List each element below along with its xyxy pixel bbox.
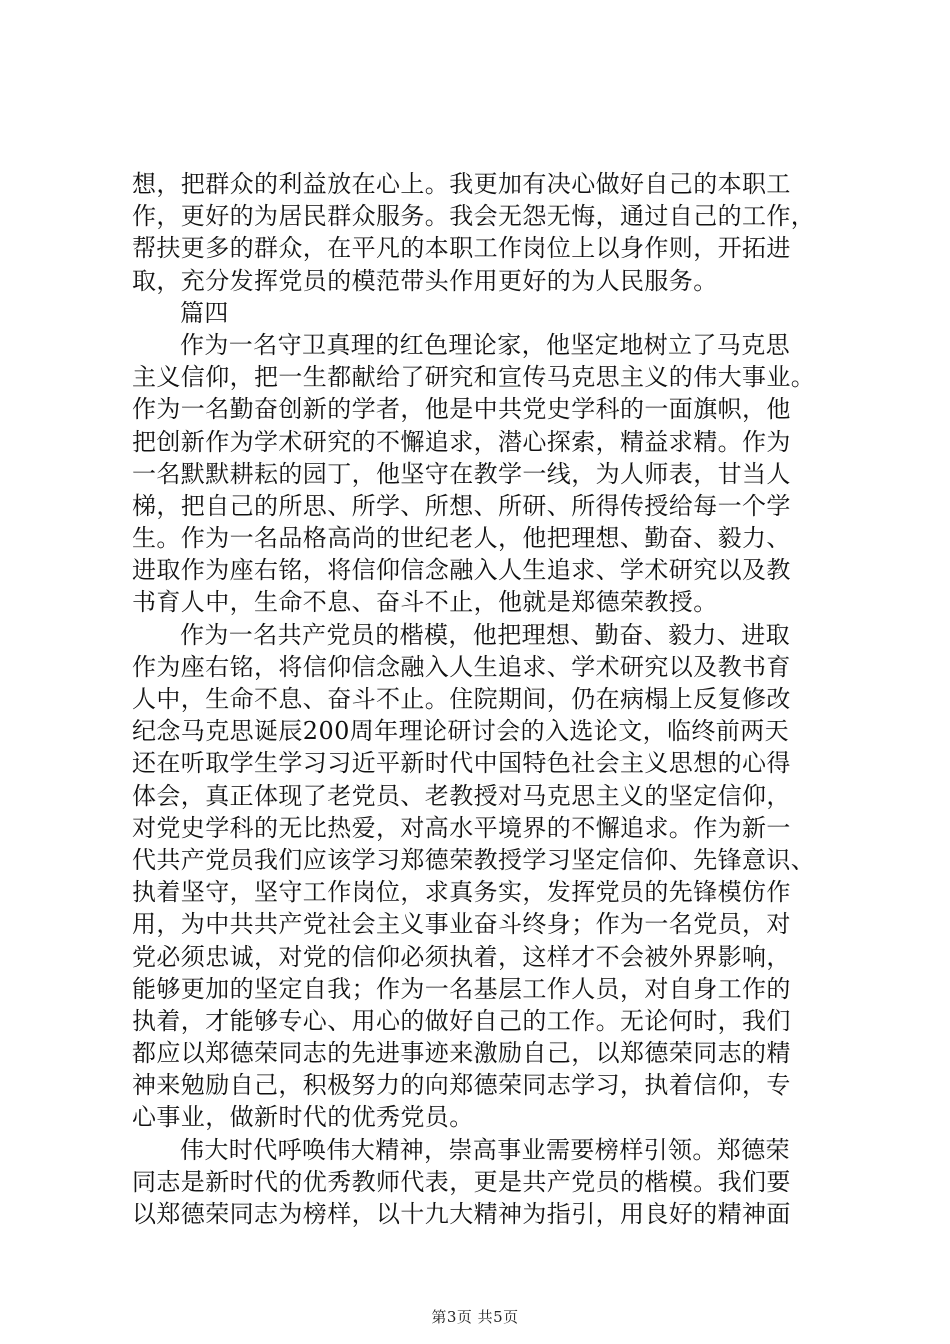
text-line: 体会，真正体现了老党员、老教授对马克思主义的坚定信仰，: [132, 781, 791, 810]
text-line: 作为一名守卫真理的红色理论家，他坚定地树立了马克思: [180, 330, 790, 359]
text-line: 神来勉励自己，积极努力的向郑德荣同志学习，执着信仰，专: [132, 1071, 791, 1100]
text-line: 对党史学科的无比热爱，对高水平境界的不懈追求。作为新一: [132, 813, 791, 842]
text-line: 作，更好的为居民群众服务。我会无怨无悔，通过自己的工作，: [132, 202, 816, 231]
text-line: 都应以郑德荣同志的先进事迹来激励自己，以郑德荣同志的精: [132, 1039, 791, 1068]
text-line: 纪念马克思诞辰200周年理论研讨会的入选论文，临终前两天: [132, 717, 790, 746]
text-line: 梯，把自己的所思、所学、所想、所研、所得传授给每一个学: [132, 491, 791, 520]
text-line: 以郑德荣同志为榜样，以十九大精神为指引，用良好的精神面: [132, 1200, 791, 1228]
text-line: 生。作为一名品格高尚的世纪老人，他把理想、勤奋、毅力、: [132, 524, 791, 553]
text-line: 把创新作为学术研究的不懈追求，潜心探索，精益求精。作为: [132, 427, 791, 456]
text-line: 作为一名勤奋创新的学者，他是中共党史学科的一面旗帜，他: [132, 395, 791, 424]
text-line: 作为座右铭，将信仰信念融入人生追求、学术研究以及教书育: [132, 652, 791, 681]
text-line: 人中，生命不息、奋斗不止。住院期间，仍在病榻上反复修改: [132, 685, 791, 713]
text-line: 能够更加的坚定自我；作为一名基层工作人员，对自身工作的: [132, 974, 791, 1003]
text-line: 想，把群众的利益放在心上。我更加有决心做好自己的本职工: [132, 170, 791, 198]
text-line: 主义信仰，把一生都献给了研究和宣传马克思主义的伟大事业。: [132, 363, 816, 392]
page-footer: 第3页 共5页: [431, 1308, 519, 1326]
text-line: 书育人中，生命不息、奋斗不止，他就是郑德荣教授。: [132, 588, 718, 617]
text-line: 党必须忠诚，对党的信仰必须执着，这样才不会被外界影响，: [132, 942, 791, 971]
text-line: 心事业，做新时代的优秀党员。: [132, 1103, 474, 1132]
text-line: 篇四: [180, 298, 229, 327]
document-body: [132, 168, 832, 1230]
text-line: 作为一名共产党员的楷模，他把理想、勤奋、毅力、进取: [180, 620, 790, 649]
text-line: 还在听取学生学习习近平新时代中国特色社会主义思想的心得: [132, 749, 791, 778]
text-line: 伟大时代呼唤伟大精神，崇高事业需要榜样引领。郑德荣: [180, 1135, 790, 1164]
text-line: 用，为中共共产党社会主义事业奋斗终身；作为一名党员，对: [132, 910, 791, 939]
text-line: 执着坚守，坚守工作岗位，求真务实，发挥党员的先锋模仿作: [132, 878, 791, 907]
text-line: 代共产党员我们应该学习郑德荣教授学习坚定信仰、先锋意识、: [132, 845, 816, 874]
text-line: 执着，才能够专心、用心的做好自己的工作。无论何时，我们: [132, 1006, 791, 1035]
text-line: 帮扶更多的群众，在平凡的本职工作岗位上以身作则，开拓进: [132, 234, 791, 263]
text-line: 取，充分发挥党员的模范带头作用更好的为人民服务。: [132, 266, 718, 295]
text-line: 进取作为座右铭，将信仰信念融入人生追求、学术研究以及教: [132, 556, 791, 585]
text-line: 一名默默耕耘的园丁，他坚守在教学一线，为人师表，甘当人: [132, 459, 791, 488]
text-line: 同志是新时代的优秀教师代表，更是共产党员的楷模。我们要: [132, 1167, 791, 1196]
